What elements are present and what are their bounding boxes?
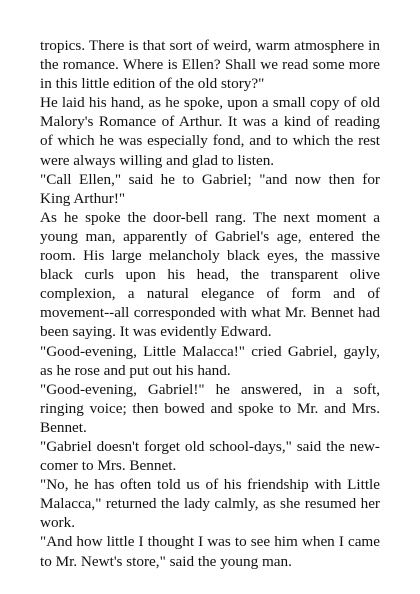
paragraph-7: "Gabriel doesn't forget old school-days," said the new-comer to Mrs. Bennet. — [40, 437, 380, 475]
paragraph-6: "Good-evening, Gabriel!" he answered, in a soft, ringing voice; then bowed and spoke to Mr. and Mrs. Bennet. — [40, 380, 380, 436]
paragraph-1: tropics. There is that sort of weird, warm atmosphere in the romance. Where is Ellen? Shall we read some more in this little edition of the old story?" — [40, 37, 380, 93]
book-page-text — [40, 36, 380, 571]
paragraph-2: He laid his hand, as he spoke, upon a small copy of old Malory's Romance of Arthur. It was a kind of reading of which he was especially fond, and to which the rest were always willing and glad to listen. — [40, 94, 380, 169]
paragraph-9: "And how little I thought I was to see him when I came to Mr. Newt's store," said the young man. — [40, 533, 380, 570]
paragraph-8: "No, he has often told us of his friendship with Little Malacca," returned the lady calmly, as she resumed her work. — [40, 476, 380, 532]
paragraph-4: As he spoke the door-bell rang. The next moment a young man, apparently of Gabriel's age, entered the room. His large melancholy black eyes, the massive black curls upon his head, the transparent olive complexion, a natural elegance of form and of movement--all corresponded with what Mr. Bennet had been saying. It was evidently Edward. — [40, 208, 380, 341]
paragraph-3: "Call Ellen," said he to Gabriel; "and now then for King Arthur!" — [40, 170, 380, 207]
paragraph-5: "Good-evening, Little Malacca!" cried Gabriel, gayly, as he rose and put out his hand. — [40, 342, 380, 379]
